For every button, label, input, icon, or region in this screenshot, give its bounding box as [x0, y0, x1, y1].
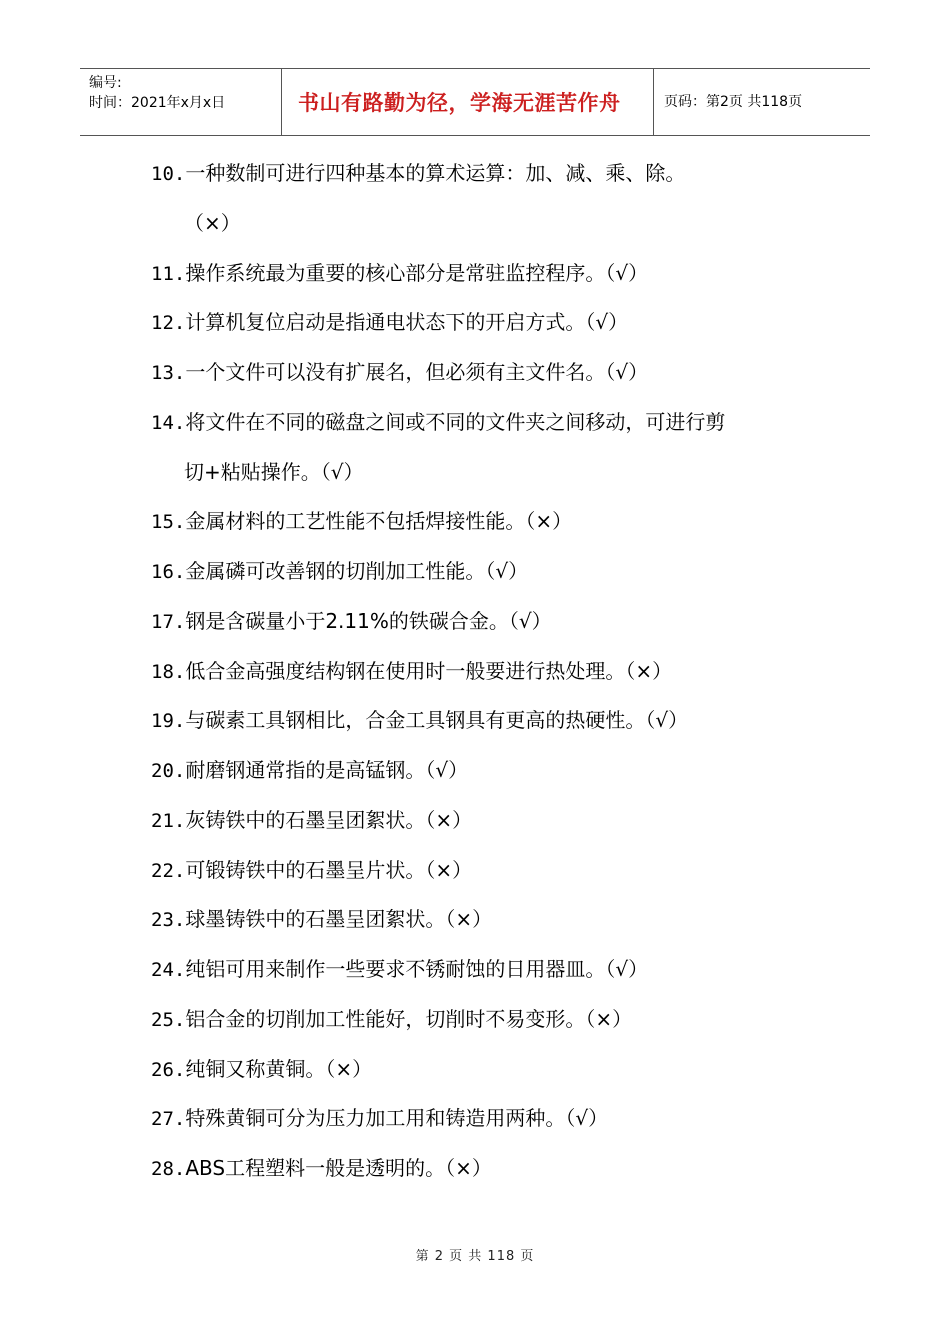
question-number: 25. — [151, 1008, 186, 1031]
question-text: 将文件在不同的磁盘之间或不同的文件夹之间移动，可进行剪 — [185, 409, 726, 434]
question-line — [151, 260, 648, 286]
question-text: 耐磨钢通常指的是高锰钢。（√） — [185, 758, 469, 782]
question-text: 灰铸铁中的石墨呈团絮状。（×） — [185, 807, 473, 832]
question-text: 纯铝可用来制作一些要求不锈耐蚀的日用器皿。（√） — [185, 957, 649, 981]
question-text: ABS工程塑料一般是透明的。（×） — [185, 1156, 492, 1180]
header-meta-cell — [80, 69, 282, 135]
question-text: 金属材料的工艺性能不包括焊接性能。（×） — [185, 509, 573, 534]
question-line — [151, 707, 688, 733]
question-line — [151, 857, 472, 883]
question-number: 16. — [151, 561, 186, 583]
serial-label: 编号: — [89, 75, 122, 91]
header-page-info: 页码：第2页 共118页 — [664, 94, 803, 110]
question-continuation-line — [151, 459, 364, 485]
question-number: 17. — [151, 610, 186, 633]
question-number: 13. — [151, 362, 186, 384]
question-line — [151, 608, 552, 634]
question-text: 低合金高强度结构钢在使用时一般要进行热处理。（×） — [185, 658, 673, 683]
question-line — [151, 160, 685, 186]
question-text: 铝合金的切削加工性能好，切削时不易变形。（×） — [185, 1006, 633, 1031]
question-text: 计算机复位启动是指通电状态下的开启方式。（√） — [185, 310, 629, 335]
question-line — [151, 1006, 632, 1032]
time-label: 时间：2021年x月x日 — [89, 95, 226, 111]
question-line — [151, 558, 528, 584]
question-number: 15. — [151, 511, 186, 534]
question-number: 27. — [151, 1108, 186, 1131]
question-number: 23. — [151, 909, 186, 932]
question-text: 一个文件可以没有扩展名，但必须有主文件名。（√） — [185, 360, 649, 384]
question-text: 金属磷可改善钢的切削加工性能。（√） — [185, 559, 529, 583]
question-line — [151, 508, 572, 534]
question-text: 一种数制可进行四种基本的算术运算：加、减、乘、除。 — [185, 161, 686, 185]
question-line — [151, 309, 628, 335]
question-text: 球墨铸铁中的石墨呈团絮状。（×） — [185, 907, 493, 932]
question-line — [151, 807, 472, 833]
question-line — [151, 359, 648, 385]
question-number: 10. — [151, 163, 186, 185]
question-continuation-line — [151, 210, 241, 236]
question-text: 特殊黄铜可分为压力加工用和铸造用两种。（√） — [185, 1106, 609, 1131]
question-text: 操作系统最为重要的核心部分是常驻监控程序。（√） — [185, 260, 649, 285]
question-line — [151, 1056, 372, 1082]
question-number: 14. — [151, 411, 186, 434]
question-line — [151, 1155, 492, 1181]
question-text: 切+粘贴操作。（√） — [184, 459, 364, 484]
question-number: 19. — [151, 710, 186, 733]
question-number: 12. — [151, 312, 186, 335]
question-line — [151, 757, 468, 783]
question-number: 18. — [151, 660, 186, 683]
question-number: 28. — [151, 1158, 186, 1180]
question-line — [151, 409, 725, 435]
document-header — [80, 68, 870, 136]
motto-text: 书山有路勤为径，学海无涯苦作舟 — [298, 91, 621, 115]
header-page-cell — [654, 69, 870, 135]
question-number: 20. — [151, 760, 186, 782]
question-text: 与碳素工具钢相比，合金工具钢具有更高的热硬性。（√） — [185, 708, 689, 733]
question-number: 21. — [151, 809, 186, 832]
question-text: 钢是含碳量小于2.11%的铁碳合金。（√） — [185, 608, 552, 633]
question-number: 11. — [151, 262, 186, 285]
question-text: （×） — [184, 210, 241, 235]
question-number: 26. — [151, 1058, 186, 1081]
header-motto-cell — [282, 69, 654, 135]
question-line — [151, 956, 648, 982]
question-number: 24. — [151, 959, 186, 981]
page-footer: 第 2 页 共 118 页 — [415, 1249, 535, 1264]
question-line — [151, 658, 672, 684]
question-number: 22. — [151, 859, 186, 882]
question-line — [151, 906, 492, 932]
question-text: 可锻铸铁中的石墨呈片状。（×） — [185, 857, 473, 882]
question-text: 纯铜又称黄铜。（×） — [185, 1056, 373, 1081]
question-line — [151, 1105, 608, 1131]
